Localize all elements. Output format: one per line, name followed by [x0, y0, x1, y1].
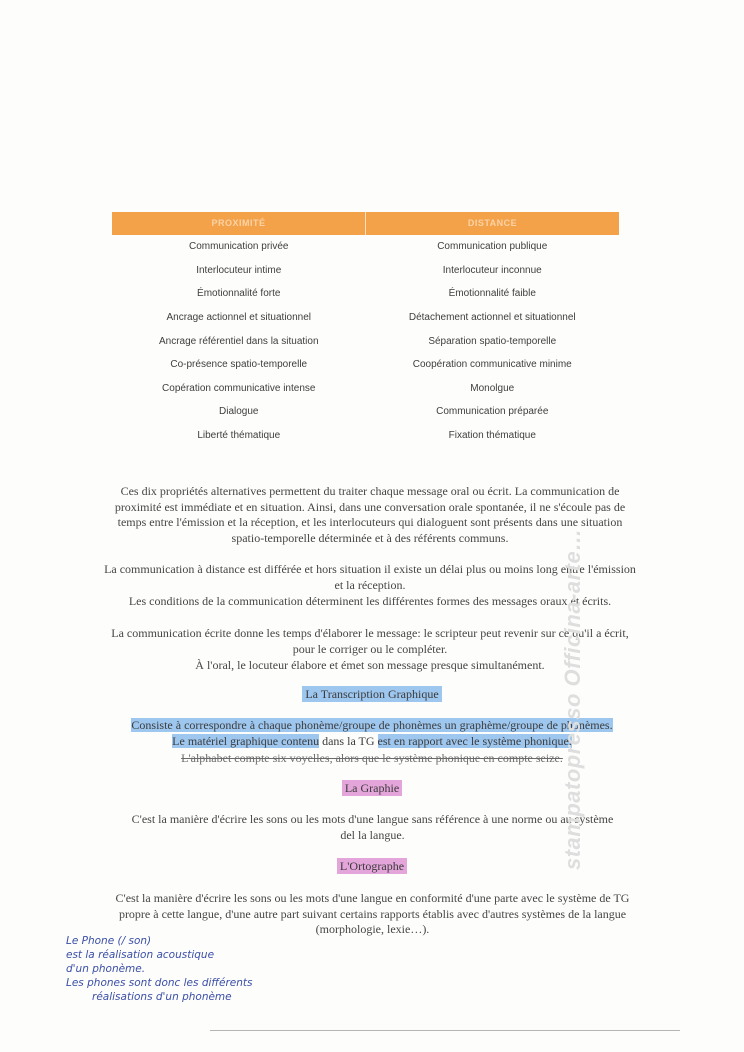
transcription-line-2b: dans la TG [319, 734, 378, 748]
cell-proximite: Ancrage référentiel dans la situation [158, 335, 319, 347]
cell-distance: Détachement actionnel et situationnel [408, 312, 576, 324]
handwritten-note [66, 934, 366, 1004]
handwritten-line: d'un phonème. [66, 963, 146, 975]
table-row [112, 282, 619, 306]
intro-paragraph-4: La communication écrite donne les temps d'élaborer le message: le scripteur peut revenir sur ce qu'il a écrit, pour le corriger ou le compléter. [111, 626, 629, 656]
table-body [112, 235, 619, 447]
cell-distance: Communication préparée [436, 406, 549, 418]
cell-proximite: Ancrage actionnel et situationnel [166, 312, 312, 324]
cell-proximite: Co-présence spatio-temporelle [170, 359, 308, 371]
cell-proximite: Interlocuteur intime [196, 264, 282, 276]
cell-proximite: Dialogue [219, 406, 259, 418]
handwritten-line: Les phones sont donc les différents [66, 977, 253, 989]
cell-distance: Interlocuteur inconnue [442, 264, 542, 276]
handwritten-line: réalisations d'un phonème [92, 991, 232, 1003]
cell-distance: Fixation thématique [448, 430, 536, 442]
transcription-line-2c: est en rapport avec le système phonique. [377, 734, 572, 748]
header-proximite: PROXIMITÉ [211, 218, 266, 228]
table-row [112, 235, 619, 259]
cell-distance: Communication publique [437, 241, 548, 253]
transcription-struck-line: L'alphabet compte six voyelles, alors que le système phonique en compte seize. [181, 751, 563, 765]
cell-proximite: Liberté thématique [197, 430, 281, 442]
handwritten-line: est la réalisation acoustique [66, 949, 215, 961]
table-row [112, 400, 619, 424]
cell-distance: Monolgue [470, 382, 515, 394]
watermark: stampatopresso Officina-arte… [560, 528, 585, 870]
table-row [112, 329, 619, 353]
handwritten-line: Le Phone (/ son) [66, 935, 152, 947]
graphie-heading-text: La Graphie [342, 780, 402, 796]
table-row [112, 306, 619, 330]
table-header [112, 212, 619, 235]
intro-paragraph-2: La communication à distance est différée et hors situation il existe un délai plus ou moins long entre l'émission et la réception. [104, 562, 636, 592]
graphie-heading [0, 781, 744, 796]
bottom-divider [210, 1030, 680, 1031]
graphie-definition: C'est la manière d'écrire les sons ou les mots d'une langue sans référence à une norme ou au système del la langue. [131, 812, 614, 842]
table-row [112, 353, 619, 377]
transcription-heading-text: La Transcription Graphique [302, 686, 441, 702]
ortographe-definition: C'est la manière d'écrire les sons ou les mots d'une langue en conformité d'une parte avec le système de TG propre à cette langue, d'une autre part suivant certains rapports établis avec d'autres systèmes de la langue (morphologie, lexie…). [115, 891, 630, 936]
table-row [112, 377, 619, 401]
cell-distance: Émotionnalité faible [448, 288, 536, 300]
transcription-heading [0, 687, 744, 702]
cell-distance: Séparation spatio-temporelle [428, 335, 557, 347]
intro-paragraph-1: Ces dix propriétés alternatives permettent du traiter chaque message oral ou écrit. La communication de proximité est immédiate et en situation. Ainsi, dans une conversation orale spontanée, il ne s'écoule pas de temps entre l'émission et la réception, et les interlocuteurs qui dialoguent sont présents dans une situation spatio-temporelle déterminée et à des référents communs. [114, 484, 626, 545]
cell-proximite: Émotionnalité forte [197, 288, 281, 300]
ortographe-heading [0, 859, 744, 874]
cell-proximite: Copération communicative intense [162, 382, 316, 394]
transcription-line-2a: Le matériel graphique contenu [172, 734, 320, 748]
intro-paragraph-3: Les conditions de la communication déterminent les différentes formes des messages oraux et écrits. [128, 594, 612, 608]
table-row [112, 259, 619, 283]
table-row [112, 424, 619, 448]
header-distance: DISTANCE [365, 212, 619, 235]
ortographe-heading-text: L'Ortographe [337, 858, 407, 874]
intro-paragraph-5: À l'oral, le locuteur élabore et émet son message presque simultanément. [195, 658, 545, 672]
cell-distance: Coopération communicative minime [412, 359, 572, 371]
transcription-definition: Consiste à correspondre à chaque phonème/groupe de phonèmes un graphème/groupe de phonèmes. [131, 718, 613, 732]
cell-proximite: Communication privée [189, 241, 289, 253]
proximity-distance-table [112, 212, 619, 447]
